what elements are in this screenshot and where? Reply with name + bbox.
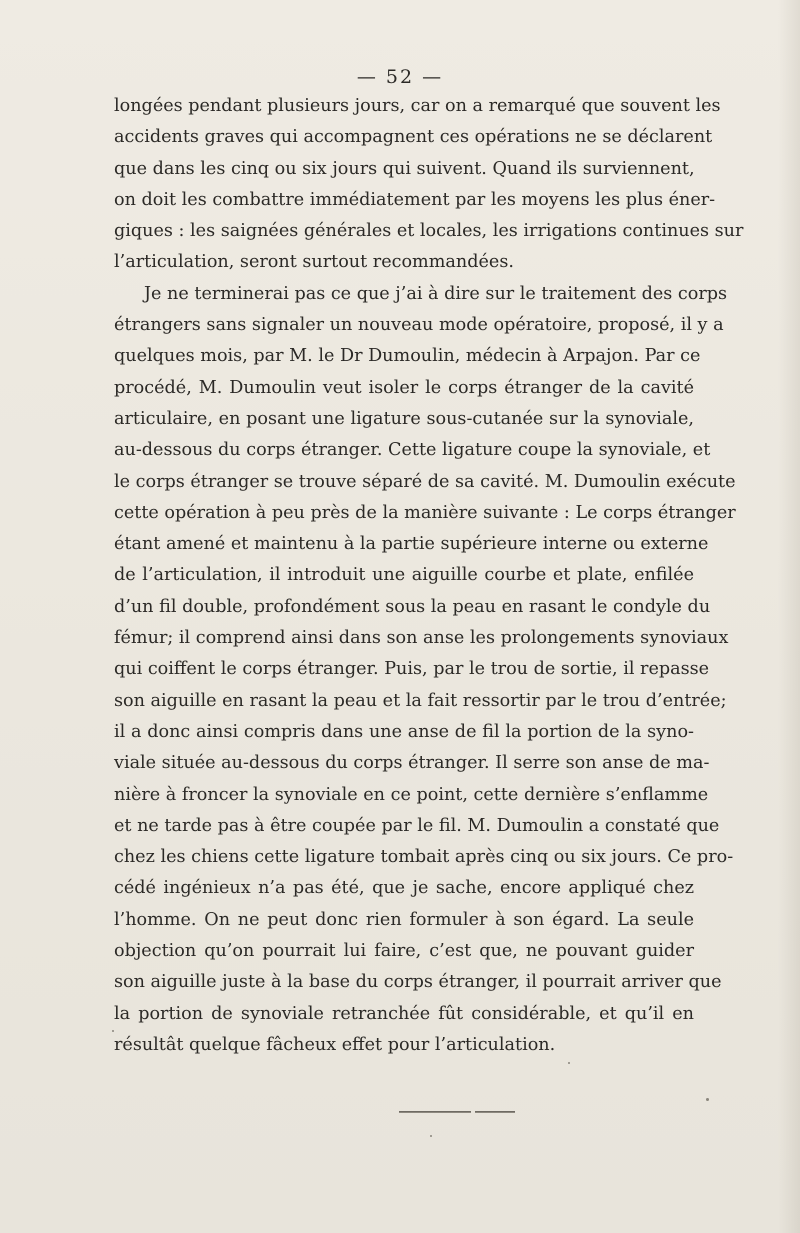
text-line-23: nière à froncer la synoviale en ce point, cette dernière s’enflamme — [114, 784, 709, 805]
page-number: — 52 — — [356, 66, 444, 88]
text-line-11: articulaire, en posant une ligature sous-cutanée sur la synoviale, — [114, 408, 694, 429]
text-line-20: son aiguille en rasant la peau et la fait ressortir par le trou d’entrée; — [114, 690, 727, 711]
text-line-7: Je ne terminerai pas ce que j’ai à dire sur le traitement des corps — [144, 283, 728, 304]
text-line-31: résultât quelque fâcheux effet pour l’articulation. — [114, 1034, 556, 1055]
text-line-2: accidents graves qui accompagnent ces opérations ne se déclarent — [114, 127, 713, 148]
text-line-18: fémur; il comprend ainsi dans son anse les prolongements synoviaux — [114, 628, 729, 649]
text-line-30: la portion de synoviale retranchée fût considérable, et qu’il en — [114, 1003, 694, 1024]
text-line-1: longées pendant plusieurs jours, car on a remarqué que souvent les — [114, 96, 721, 116]
text-line-21: il a donc ainsi compris dans une anse de fil la portion de la syno- — [114, 721, 694, 742]
text-line-16: de l’articulation, il introduit une aiguille courbe et plate, enfilée — [114, 565, 694, 586]
end-rule-long — [399, 1111, 471, 1113]
text-line-6: l’articulation, seront surtout recommandées. — [114, 252, 514, 273]
paper-speck — [430, 1135, 432, 1137]
text-line-19: qui coiffent le corps étranger. Puis, par le trou de sortie, il repasse — [114, 659, 710, 680]
text-line-22: viale située au-dessous du corps étranger. Il serre son anse de ma- — [114, 753, 710, 774]
text-line-26: cédé ingénieux n’a pas été, que je sache, encore appliqué chez — [114, 878, 694, 899]
text-line-15: étant amené et maintenu à la partie supérieure interne ou externe — [114, 534, 709, 555]
body-text — [114, 91, 744, 1061]
text-line-3: que dans les cinq ou six jours qui suivent. Quand ils surviennent, — [114, 158, 695, 179]
text-line-5: giques : les saignées générales et locales, les irrigations continues sur — [114, 221, 744, 242]
text-line-29: son aiguille juste à la base du corps étranger, il pourrait arriver que — [114, 972, 722, 993]
text-line-4: on doit les combattre immédiatement par les moyens les plus éner- — [114, 189, 716, 210]
end-rule-ornament — [399, 1111, 517, 1116]
text-line-24: et ne tarde pas à être coupée par le fil. M. Dumoulin a constaté que — [114, 815, 720, 836]
text-line-8: étrangers sans signaler un nouveau mode opératoire, proposé, il y a — [114, 315, 724, 336]
paper-speck — [706, 1098, 709, 1101]
text-line-10: procédé, M. Dumoulin veut isoler le corps étranger de la cavité — [114, 377, 694, 398]
page-edge-shadow — [778, 0, 800, 1233]
text-line-9: quelques mois, par M. le Dr Dumoulin, médecin à Arpajon. Par ce — [114, 346, 701, 367]
paper-speck — [112, 1030, 114, 1032]
text-line-12: au-dessous du corps étranger. Cette ligature coupe la synoviale, et — [114, 440, 711, 461]
text-line-13: le corps étranger se trouve séparé de sa cavité. M. Dumoulin exécute — [114, 471, 736, 492]
paper-speck — [568, 1062, 570, 1064]
text-line-25: chez les chiens cette ligature tombait après cinq ou six jours. Ce pro- — [114, 847, 734, 868]
text-line-14: cette opération à peu près de la manière suivante : Le corps étranger — [114, 502, 736, 523]
text-line-27: l’homme. On ne peut donc rien formuler à son égard. La seule — [114, 909, 694, 930]
text-line-17: d’un fil double, profondément sous la peau en rasant le condyle du — [114, 596, 711, 617]
text-line-28: objection qu’on pourrait lui faire, c’est que, ne pouvant guider — [114, 941, 694, 962]
end-rule-short — [475, 1111, 515, 1113]
